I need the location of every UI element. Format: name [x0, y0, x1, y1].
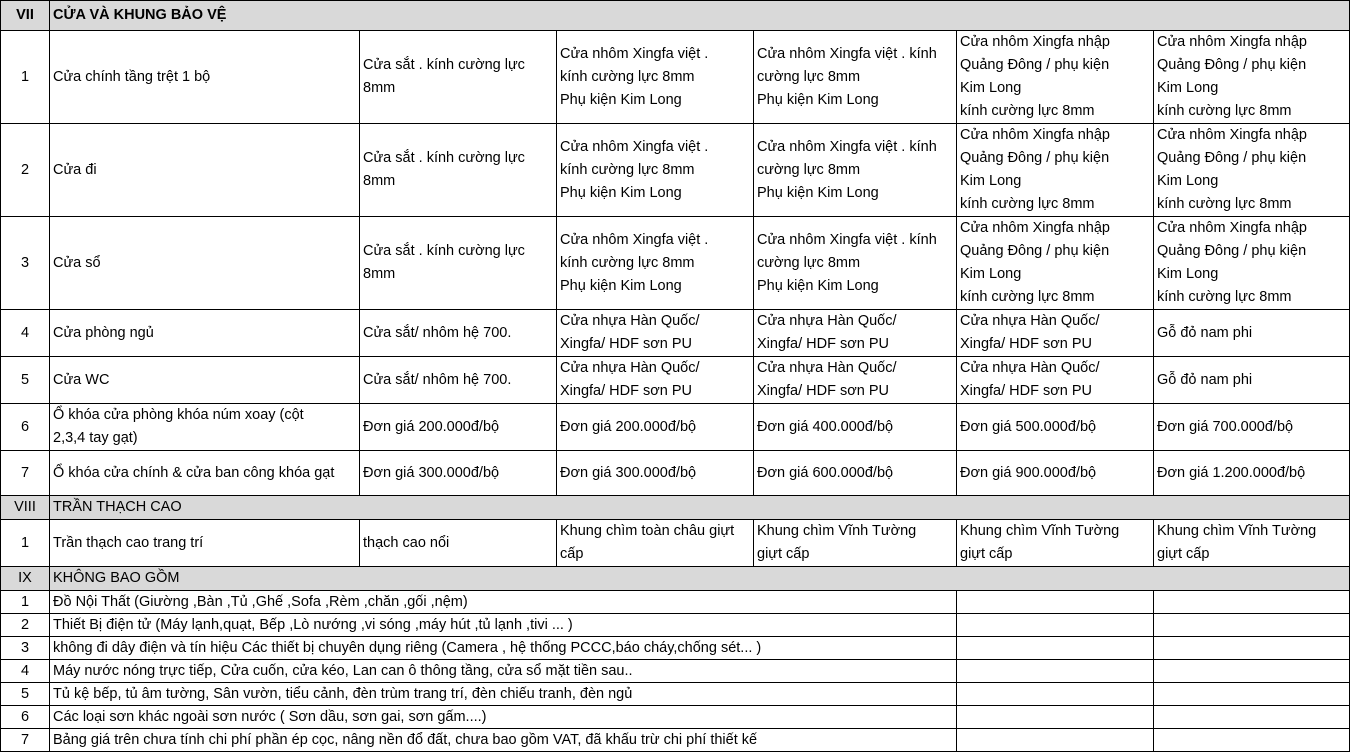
exclusion-text[interactable]: Máy nước nóng trực tiếp, Cửa cuốn, cửa kéo, Lan can ô thông tầng, cửa sổ mặt tiền sau.. [50, 660, 957, 683]
option-cell-4[interactable] [957, 124, 1154, 217]
option-cell-4[interactable] [957, 31, 1154, 124]
section-number[interactable]: VII [1, 1, 50, 31]
option-cell-1[interactable]: thạch cao nổi [360, 520, 557, 567]
option-cell-4[interactable] [957, 520, 1154, 567]
option-cell-1[interactable]: Cửa sắt/ nhôm hệ 700. [360, 310, 557, 357]
option-cell-5[interactable] [1154, 124, 1350, 217]
row-number[interactable]: 5 [1, 357, 50, 404]
cell-text: Khung chìm Vĩnh Tường giựt cấp [960, 523, 1120, 562]
table-row [1, 683, 1350, 706]
cell-text: Cửa sắt . kính cường lực 8mm [363, 150, 525, 189]
cell-text: Cửa nhôm Xingfa việt . kính cường lực 8mm Phụ kiện Kim Long [757, 138, 937, 201]
option-cell-2[interactable] [557, 520, 754, 567]
cell-text: Cửa nhôm Xingfa nhập Quảng Đông / phụ kiện Kim Long kính cường lực 8mm [1157, 220, 1307, 305]
option-cell-3[interactable] [754, 217, 957, 310]
empty-cell[interactable] [1154, 683, 1350, 706]
row-number[interactable]: 2 [1, 124, 50, 217]
row-number[interactable]: 3 [1, 217, 50, 310]
table-row [1, 451, 1350, 496]
table-row [1, 637, 1350, 660]
empty-cell[interactable] [957, 660, 1154, 683]
option-cell-3[interactable]: Đơn giá 400.000đ/bộ [754, 404, 957, 451]
empty-cell[interactable] [957, 637, 1154, 660]
cell-text: Khung chìm toàn châu giựt cấp [560, 523, 735, 562]
exclusion-text[interactable]: Bảng giá trên chưa tính chi phí phần ép cọc, nâng nền đổ đất, chưa bao gồm VAT, đã khấu trừ chi phí thiết kế [50, 729, 957, 752]
item-cell[interactable]: Cửa WC [50, 357, 360, 404]
empty-cell[interactable] [957, 591, 1154, 614]
option-cell-2[interactable]: Đơn giá 300.000đ/bộ [557, 451, 754, 496]
item-cell[interactable]: Cửa sổ [50, 217, 360, 310]
option-cell-3[interactable] [754, 520, 957, 567]
cell-text: Cửa sắt . kính cường lực 8mm [363, 57, 525, 96]
exclusion-text[interactable]: Tủ kệ bếp, tủ âm tường, Sân vườn, tiểu cảnh, đèn trùm trang trí, đèn chiếu tranh, đèn ngủ [50, 683, 957, 706]
option-cell-1[interactable] [360, 31, 557, 124]
cell-text: Cửa nhôm Xingfa nhập Quảng Đông / phụ kiện Kim Long kính cường lực 8mm [960, 127, 1110, 212]
cell-text: Cửa nhôm Xingfa việt . kính cường lực 8mm Phụ kiện Kim Long [757, 231, 937, 294]
empty-cell[interactable] [1154, 729, 1350, 752]
cell-text: Cửa nhôm Xingfa việt . kính cường lực 8mm Phụ kiện Kim Long [560, 231, 709, 294]
option-cell-1[interactable]: Đơn giá 300.000đ/bộ [360, 451, 557, 496]
empty-cell[interactable] [1154, 591, 1350, 614]
option-cell-4[interactable] [957, 217, 1154, 310]
table-row [1, 124, 1350, 217]
table-row [1, 217, 1350, 310]
section-title[interactable]: KHÔNG BAO GỒM [50, 567, 1350, 591]
option-cell-3[interactable] [754, 31, 957, 124]
option-cell-5[interactable]: Gỗ đỏ nam phi [1154, 357, 1350, 404]
cell-text: Cửa nhôm Xingfa việt . kính cường lực 8mm Phụ kiện Kim Long [757, 45, 937, 108]
table-row [1, 706, 1350, 729]
row-number[interactable]: 7 [1, 729, 50, 752]
cell-text: Cửa nhôm Xingfa nhập Quảng Đông / phụ kiện Kim Long kính cường lực 8mm [1157, 127, 1307, 212]
row-number[interactable]: 4 [1, 660, 50, 683]
empty-cell[interactable] [1154, 614, 1350, 637]
option-cell-2[interactable] [557, 124, 754, 217]
option-cell-5[interactable] [1154, 31, 1350, 124]
row-number[interactable]: 5 [1, 683, 50, 706]
section-header-viii [1, 496, 1350, 520]
section-number[interactable]: VIII [1, 496, 50, 520]
item-cell[interactable]: Ổ khóa cửa chính & cửa ban công khóa gạt [50, 451, 360, 496]
exclusion-text[interactable]: Các loại sơn khác ngoài sơn nước ( Sơn dầu, sơn gai, sơn gấm....) [50, 706, 957, 729]
table-row [1, 310, 1350, 357]
row-number[interactable]: 1 [1, 591, 50, 614]
option-cell-5[interactable]: Gỗ đỏ nam phi [1154, 310, 1350, 357]
option-cell-5[interactable] [1154, 520, 1350, 567]
option-cell-1[interactable]: Đơn giá 200.000đ/bộ [360, 404, 557, 451]
empty-cell[interactable] [1154, 660, 1350, 683]
empty-cell[interactable] [1154, 706, 1350, 729]
cell-text: Cửa nhôm Xingfa nhập Quảng Đông / phụ kiện Kim Long kính cường lực 8mm [1157, 34, 1307, 119]
cell-text: Cửa nhựa Hàn Quốc/ Xingfa/ HDF sơn PU [560, 313, 700, 352]
cell-text: Cửa nhựa Hàn Quốc/ Xingfa/ HDF sơn PU [560, 360, 700, 399]
option-cell-4[interactable] [957, 357, 1154, 404]
cell-text: Cửa nhựa Hàn Quốc/ Xingfa/ HDF sơn PU [960, 313, 1100, 352]
section-number[interactable]: IX [1, 567, 50, 591]
empty-cell[interactable] [957, 729, 1154, 752]
item-cell[interactable]: Cửa chính tầng trệt 1 bộ [50, 31, 360, 124]
cell-text: Khung chìm Vĩnh Tường giựt cấp [1157, 523, 1317, 562]
cell-text: Cửa nhựa Hàn Quốc/ Xingfa/ HDF sơn PU [960, 360, 1100, 399]
section-header-ix [1, 567, 1350, 591]
table-row [1, 729, 1350, 752]
row-number[interactable]: 4 [1, 310, 50, 357]
row-number[interactable]: 3 [1, 637, 50, 660]
section-title[interactable]: CỬA VÀ KHUNG BẢO VỆ [50, 1, 1350, 31]
item-cell[interactable]: Cửa đi [50, 124, 360, 217]
cell-text: Cửa nhôm Xingfa việt . kính cường lực 8mm Phụ kiện Kim Long [560, 138, 709, 201]
cell-text: Khung chìm Vĩnh Tường giựt cấp [757, 523, 917, 562]
empty-cell[interactable] [957, 614, 1154, 637]
row-number[interactable]: 7 [1, 451, 50, 496]
option-cell-3[interactable] [754, 124, 957, 217]
option-cell-3[interactable]: Đơn giá 600.000đ/bộ [754, 451, 957, 496]
option-cell-1[interactable]: Cửa sắt/ nhôm hệ 700. [360, 357, 557, 404]
exclusion-text[interactable]: không đi dây điện và tín hiệu Các thiết bị chuyên dụng riêng (Camera , hệ thống PCCC,báo cháy,chống sét... ) [50, 637, 957, 660]
cell-text: Cửa sắt . kính cường lực 8mm [363, 243, 525, 282]
table-row [1, 357, 1350, 404]
exclusion-text[interactable]: Đồ Nội Thất (Giường ,Bàn ,Tủ ,Ghế ,Sofa ,Rèm ,chăn ,gối ,nệm) [50, 591, 957, 614]
option-cell-3[interactable] [754, 357, 957, 404]
option-cell-1[interactable] [360, 217, 557, 310]
cell-text: Cửa nhựa Hàn Quốc/ Xingfa/ HDF sơn PU [757, 360, 897, 399]
option-cell-2[interactable] [557, 217, 754, 310]
table-row [1, 520, 1350, 567]
table-row [1, 404, 1350, 451]
row-number[interactable]: 6 [1, 404, 50, 451]
option-cell-5[interactable]: Đơn giá 1.200.000đ/bộ [1154, 451, 1350, 496]
cell-text: Ổ khóa cửa phòng khóa núm xoay (cột 2,3,4 tay gạt) [53, 407, 304, 446]
table-row [1, 614, 1350, 637]
option-cell-2[interactable] [557, 310, 754, 357]
option-cell-2[interactable] [557, 31, 754, 124]
item-cell[interactable] [50, 404, 360, 451]
option-cell-4[interactable]: Đơn giá 900.000đ/bộ [957, 451, 1154, 496]
cell-text: Cửa nhôm Xingfa việt . kính cường lực 8mm Phụ kiện Kim Long [560, 45, 709, 108]
row-number[interactable]: 1 [1, 31, 50, 124]
empty-cell[interactable] [957, 683, 1154, 706]
item-cell[interactable]: Trần thạch cao trang trí [50, 520, 360, 567]
cell-text: Cửa nhựa Hàn Quốc/ Xingfa/ HDF sơn PU [757, 313, 897, 352]
option-cell-3[interactable] [754, 310, 957, 357]
cell-text: Cửa nhôm Xingfa nhập Quảng Đông / phụ kiện Kim Long kính cường lực 8mm [960, 220, 1110, 305]
cell-text: Cửa nhôm Xingfa nhập Quảng Đông / phụ kiện Kim Long kính cường lực 8mm [960, 34, 1110, 119]
option-cell-1[interactable] [360, 124, 557, 217]
empty-cell[interactable] [1154, 637, 1350, 660]
section-title[interactable]: TRẦN THẠCH CAO [50, 496, 1350, 520]
table-row [1, 591, 1350, 614]
option-cell-5[interactable] [1154, 217, 1350, 310]
table-row [1, 31, 1350, 124]
option-cell-4[interactable] [957, 310, 1154, 357]
option-cell-2[interactable] [557, 357, 754, 404]
row-number[interactable]: 1 [1, 520, 50, 567]
option-cell-2[interactable]: Đơn giá 200.000đ/bộ [557, 404, 754, 451]
exclusion-text[interactable]: Thiết Bị điện tử (Máy lạnh,quạt, Bếp ,Lò nướng ,vi sóng ,máy hút ,tủ lạnh ,tivi ... ) [50, 614, 957, 637]
empty-cell[interactable] [957, 706, 1154, 729]
row-number[interactable]: 6 [1, 706, 50, 729]
item-cell[interactable]: Cửa phòng ngủ [50, 310, 360, 357]
section-header-vii [1, 1, 1350, 31]
option-cell-4[interactable]: Đơn giá 500.000đ/bộ [957, 404, 1154, 451]
table-row [1, 660, 1350, 683]
option-cell-5[interactable]: Đơn giá 700.000đ/bộ [1154, 404, 1350, 451]
row-number[interactable]: 2 [1, 614, 50, 637]
